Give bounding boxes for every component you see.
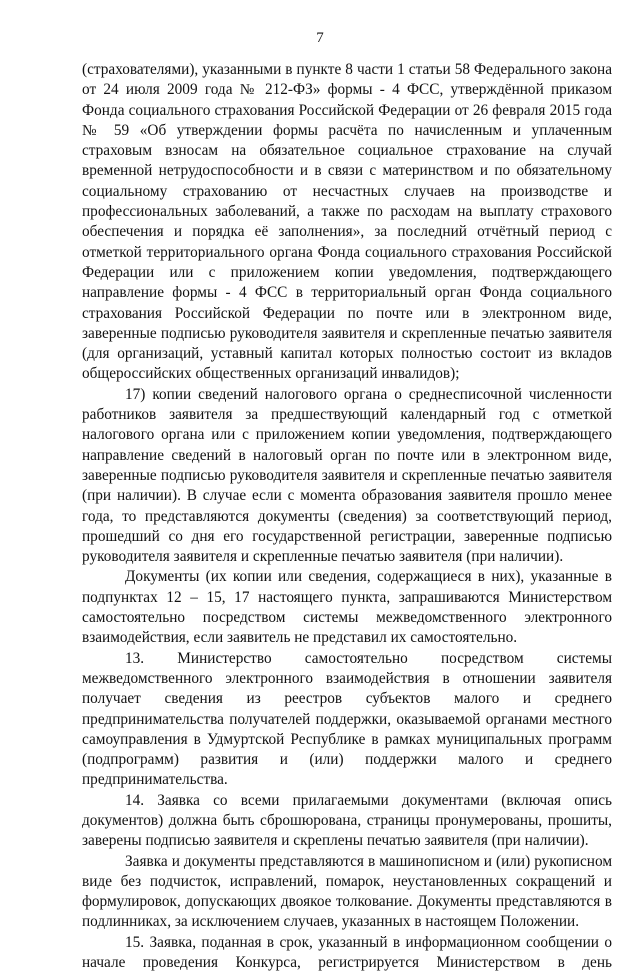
paragraph: [82, 649, 612, 791]
text-line: руководителя заявителя и скрепленные печатью заявителя (при наличии).: [82, 548, 564, 566]
text-line: получает сведения из реестров субъектов малого и среднего: [82, 690, 612, 708]
text-line: 13. Министерство самостоятельно посредством системы: [125, 649, 612, 667]
text-line: заверенные подписью руководителя заявителя и скрепленные печатью заявителя: [82, 466, 612, 484]
text-line: года, то представляются документы (сведения) за соответствующий период,: [82, 507, 612, 525]
document-body: [82, 60, 612, 973]
text-line: межведомственного электронного взаимодействия в отношении заявителя: [82, 669, 612, 687]
text-line: виде без подчисток, исправлений, помарок, неустановленных сокращений и: [82, 872, 612, 890]
text-line: 14. Заявка со всеми прилагаемыми документами (включая опись: [125, 791, 612, 809]
text-line: предпринимательства получателей поддержки, оказываемой органами местного: [82, 710, 612, 728]
text-line: социальному страхованию от несчастных случаев на производстве и: [82, 182, 612, 200]
text-line: направление формы - 4 ФСС в территориальный орган Фонда социального: [82, 284, 612, 302]
text-line: обеспечения и порядка её заполнения», за последний отчётный период с: [82, 223, 612, 241]
text-line: временной нетрудоспособности и в связи с материнством и по обязательному: [82, 162, 612, 180]
text-line: самоуправления в Удмуртской Республике в рамках муниципальных программ: [82, 730, 612, 748]
text-line: (подпрограмм) развития и (или) поддержки малого и среднего: [82, 751, 612, 769]
text-line: (страхователями), указанными в пункте 8 части 1 статьи 58 Федерального закона: [82, 61, 612, 78]
text-line: работников заявителя за предшествующий календарный год с отметкой: [82, 406, 612, 424]
text-line: 17) копии сведений налогового органа о среднесписочной численности: [125, 385, 612, 403]
text-line: Федерации или с приложением копии уведомления, подтверждающего: [82, 263, 612, 281]
paragraph: [82, 852, 612, 933]
text-line: налогового органа или с приложением копии уведомления, подтверждающего: [82, 426, 612, 444]
text-line: подлинниках, за исключением случаев, указанных в настоящем Положении.: [82, 913, 580, 931]
text-line: прошедший со дня его государственной регистрации, заверенные подписью: [82, 527, 612, 545]
text-line: Документы (их копии или сведения, содержащиеся в них), указанные в: [125, 568, 612, 586]
text-line: документов) должна быть сброшюрована, страницы пронумерованы, прошиты,: [82, 811, 612, 829]
text-line: предпринимательства.: [82, 771, 228, 789]
text-line: формулировок, допускающих двоякое толкование. Документы представляются в: [82, 893, 612, 911]
text-line: взаимодействия, если заявитель не представил их самостоятельно.: [82, 629, 518, 647]
text-line: № 59 «Об утверждении формы расчёта по начисленным и уплаченным: [82, 121, 612, 139]
text-line: страхования Российской Федерации по почте или в электронном виде,: [82, 304, 612, 322]
text-line: (при наличии). В случае если с момента образования заявителя прошло менее: [82, 487, 612, 505]
paragraph: [82, 567, 612, 648]
paragraph: [82, 60, 612, 385]
text-line: заверены подписью заявителя и скреплены печатью заявителя (при наличии).: [82, 832, 589, 850]
paragraph: [82, 933, 612, 973]
text-line: подпунктах 12 – 15, 17 настоящего пункта, запрашиваются Министерством: [82, 588, 612, 606]
text-line: Заявка и документы представляются в машинописном и (или) рукописном: [125, 852, 612, 870]
paragraph: [82, 385, 612, 568]
text-line: 15. Заявка, поданная в срок, указанный в информационном сообщении о: [125, 933, 612, 951]
text-line: от 24 июля 2009 года № 212-ФЗ» формы - 4 ФСС, утверждённой приказом: [82, 81, 612, 99]
text-line: заверенные подписью руководителя заявителя и скрепленные печатью заявителя: [82, 324, 612, 342]
text-line: Фонда социального страхования Российской Федерации от 26 февраля 2015 года: [82, 101, 612, 119]
text-line: общероссийских общественных организаций инвалидов);: [82, 365, 460, 383]
text-line: страховым взносам на обязательное социальное страхование на случай: [82, 142, 612, 160]
text-line: (для организаций, уставный капитал которых полностью состоит из вкладов: [82, 345, 612, 363]
text-line: самостоятельно посредством системы межведомственного электронного: [82, 609, 612, 627]
paragraph: [82, 791, 612, 852]
text-line: начале проведения Конкурса, регистрируется Министерством в день: [82, 954, 612, 972]
text-line: отметкой территориального органа Фонда социального страхования Российской: [82, 243, 612, 261]
text-line: профессиональных заболеваний, а также по расходам на выплату страхового: [82, 203, 612, 221]
text-line: направление сведений в налоговый орган по почте или в электронном виде,: [82, 446, 612, 464]
page-number: 7: [316, 30, 324, 46]
